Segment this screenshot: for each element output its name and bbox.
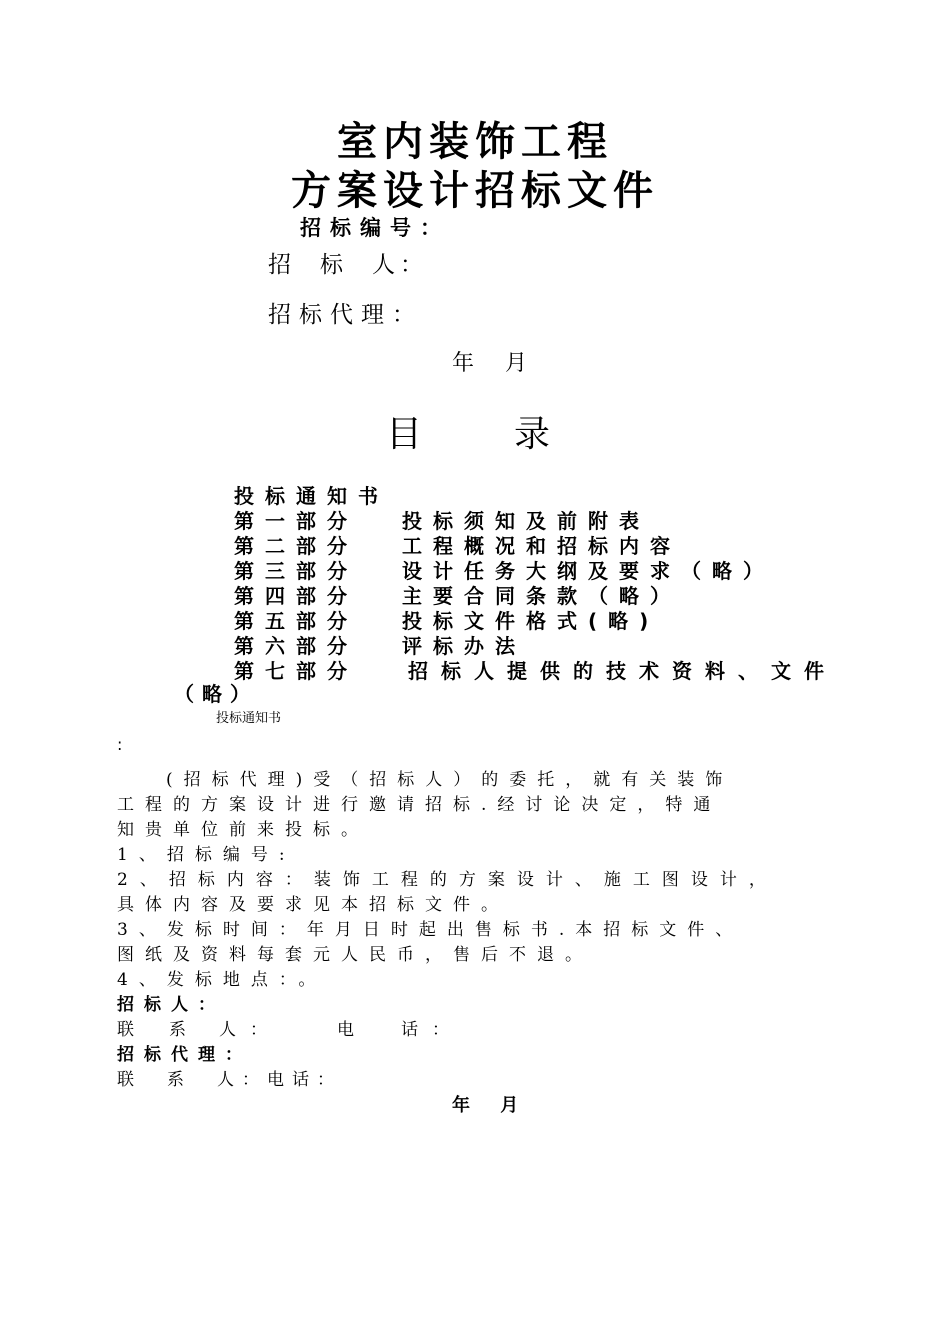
tenderer-label-c: 人： [372, 252, 428, 278]
toc-item [234, 634, 526, 658]
toc-item [234, 534, 681, 558]
phone-label-a: 电 [337, 1020, 354, 1040]
notice-date: 年 月 [452, 1095, 531, 1116]
notice-item-3-cont: 图纸及资料每套元人民币，售后不退。 [117, 945, 593, 965]
tenderer-label-a: 招 [268, 252, 296, 278]
bid-number-label: 招标编号： [300, 216, 450, 240]
toc-title-a: 目 [386, 414, 423, 455]
phone-label-b: 话： [401, 1020, 463, 1040]
toc-item-name: 主要合同条款（略） [402, 584, 681, 608]
toc-item [234, 659, 837, 683]
toc-item [234, 509, 650, 533]
toc-item-name: 投标须知及前附表 [402, 509, 650, 533]
toc-item-part: 第七部分 [234, 659, 358, 683]
cover-date: 年 月 [452, 351, 539, 376]
tenderer-label [268, 254, 428, 277]
contact-label-c: 人： [219, 1020, 281, 1040]
notice-agent-label: 招标代理： [117, 1045, 252, 1065]
notice-para-line: 工程的方案设计进行邀请招标.经讨论决定，特通 [117, 795, 722, 815]
contact-label-a: 联 [117, 1020, 134, 1040]
notice-salutation: : [117, 735, 123, 754]
toc-item [234, 559, 774, 583]
toc-item-name: 评标办法 [402, 634, 526, 658]
notice-item-3: 3、发标时间：年月日时起出售标书.本招标文件、 [117, 920, 744, 940]
toc-item-name: 设计任务大纲及要求（略） [402, 559, 774, 583]
toc-item-name: 投标文件格式(略) [402, 609, 660, 633]
notice-para-line: 知贵单位前来投标。 [117, 820, 369, 840]
toc-item [234, 584, 681, 608]
toc-item-part: 第六部分 [234, 634, 358, 658]
notice-item-2: 2、招标内容：装饰工程的方案设计、施工图设计， [117, 870, 778, 890]
toc-item [234, 609, 660, 633]
toc-item-name: 招标人提供的技术资料、文件 [408, 659, 837, 683]
tenderer-label-b: 标 [320, 252, 348, 278]
notice-para-line: (招标代理)受（招标人）的委托，就有关装饰 [166, 770, 734, 790]
toc-item-part: 投标通知书 [234, 484, 389, 508]
toc-item-part: 第四部分 [234, 584, 358, 608]
toc-item [234, 486, 389, 506]
notice-heading: 投标通知书 [216, 711, 282, 726]
notice-item-1: 1、招标编号: [117, 845, 296, 865]
toc-item-part: 第二部分 [234, 534, 358, 558]
notice-contact-line-2: 联 系 人：电话： [117, 1070, 342, 1090]
contact-label-b: 系 [169, 1020, 186, 1040]
notice-item-4: 4、发标地点：。 [117, 970, 327, 990]
toc-item-part: 第一部分 [234, 509, 358, 533]
notice-tenderer-label: 招标人： [117, 995, 225, 1015]
toc-item-continuation: （略） [174, 682, 258, 706]
toc-item-part: 第五部分 [234, 609, 358, 633]
toc-item-part: 第三部分 [234, 559, 358, 583]
agent-label: 招标代理： [268, 302, 423, 328]
toc-title-b: 录 [514, 414, 551, 455]
document-title-line1: 室内装饰工程 [337, 119, 613, 165]
notice-item-2-cont: 具体内容及要求见本招标文件。 [117, 895, 509, 915]
document-title-line2: 方案设计招标文件 [291, 168, 659, 214]
toc-item-name: 工程概况和招标内容 [402, 534, 681, 558]
toc-title [386, 414, 551, 455]
